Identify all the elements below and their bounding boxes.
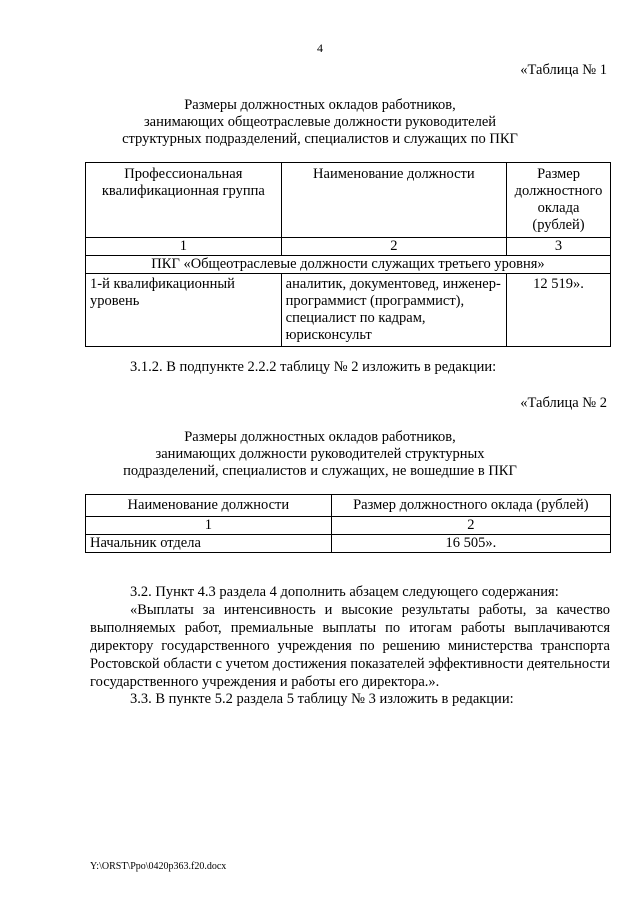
header-salary: Размер должностного оклада (рублей) bbox=[331, 495, 610, 517]
table-1-title-line: Размеры должностных окладов работников, bbox=[184, 97, 456, 113]
table-2-title-line: занимающих должности руководителей структурных bbox=[155, 446, 485, 462]
quoted-paragraph: «Выплаты за интенсивность и высокие результаты работы, за качество выполняемых работ, премиальные выплаты по итогам работы выплачиваются директору государственного учреждения по решению министерства транспорта Ростовской области с учетом достижения показателей эффективности деятельности государственного учреждения и работы его директора.». bbox=[90, 602, 610, 690]
col-number: 1 bbox=[86, 517, 332, 535]
table-2-header-row bbox=[86, 495, 611, 517]
table-2-title-line: подразделений, специалистов и служащих, не вошедшие в ПКГ bbox=[123, 463, 517, 479]
table-1-title-line: структурных подразделений, специалистов и служащих по ПКГ bbox=[122, 131, 518, 147]
table-2-reference: «Таблица № 2 bbox=[520, 395, 607, 411]
paragraph-3-1-2: 3.1.2. В подпункте 2.2.2 таблицу № 2 изложить в редакции: bbox=[130, 359, 497, 375]
col-number: 2 bbox=[331, 517, 610, 535]
salary-value: 12 519». bbox=[507, 274, 611, 347]
page-number: 4 bbox=[317, 41, 323, 55]
table-1-group-row bbox=[86, 256, 611, 274]
table-1 bbox=[85, 162, 611, 347]
position-list: аналитик, документовед, инженер-программист (программист), специалист по кадрам, юрисконсульт bbox=[281, 274, 506, 347]
table-2-title-line: Размеры должностных окладов работников, bbox=[184, 429, 456, 445]
table-2-title bbox=[80, 429, 560, 480]
table-2 bbox=[85, 494, 611, 553]
table-1-number-row bbox=[86, 238, 611, 256]
header-position: Наименование должности bbox=[281, 163, 506, 238]
group-name: ПКГ «Общеотраслевые должности служащих третьего уровня» bbox=[86, 256, 611, 274]
table-1-title bbox=[80, 97, 560, 148]
paragraph-3-3: 3.3. В пункте 5.2 раздела 5 таблицу № 3 изложить в редакции: bbox=[130, 691, 514, 707]
col-number: 1 bbox=[86, 238, 282, 256]
header-position: Наименование должности bbox=[86, 495, 332, 517]
col-number: 3 bbox=[507, 238, 611, 256]
header-group: Профессиональная квалификационная группа bbox=[86, 163, 282, 238]
table-1-header-row bbox=[86, 163, 611, 238]
table-2-number-row bbox=[86, 517, 611, 535]
salary-value: 16 505». bbox=[331, 535, 610, 553]
position-name: Начальник отдела bbox=[86, 535, 332, 553]
table-row bbox=[86, 535, 611, 553]
col-number: 2 bbox=[281, 238, 506, 256]
table-1-title-line: занимающих общеотраслевые должности руководителей bbox=[143, 114, 497, 130]
footer-file-path: Y:\ORST\Ppo\0420p363.f20.docx bbox=[90, 861, 227, 872]
paragraph-3-2: 3.2. Пункт 4.3 раздела 4 дополнить абзацем следующего содержания: bbox=[130, 584, 559, 600]
table-row bbox=[86, 274, 611, 347]
header-salary: Размер должностного оклада (рублей) bbox=[507, 163, 611, 238]
qualification-level: 1-й квалификационный уровень bbox=[86, 274, 282, 347]
table-1-reference: «Таблица № 1 bbox=[520, 62, 607, 78]
